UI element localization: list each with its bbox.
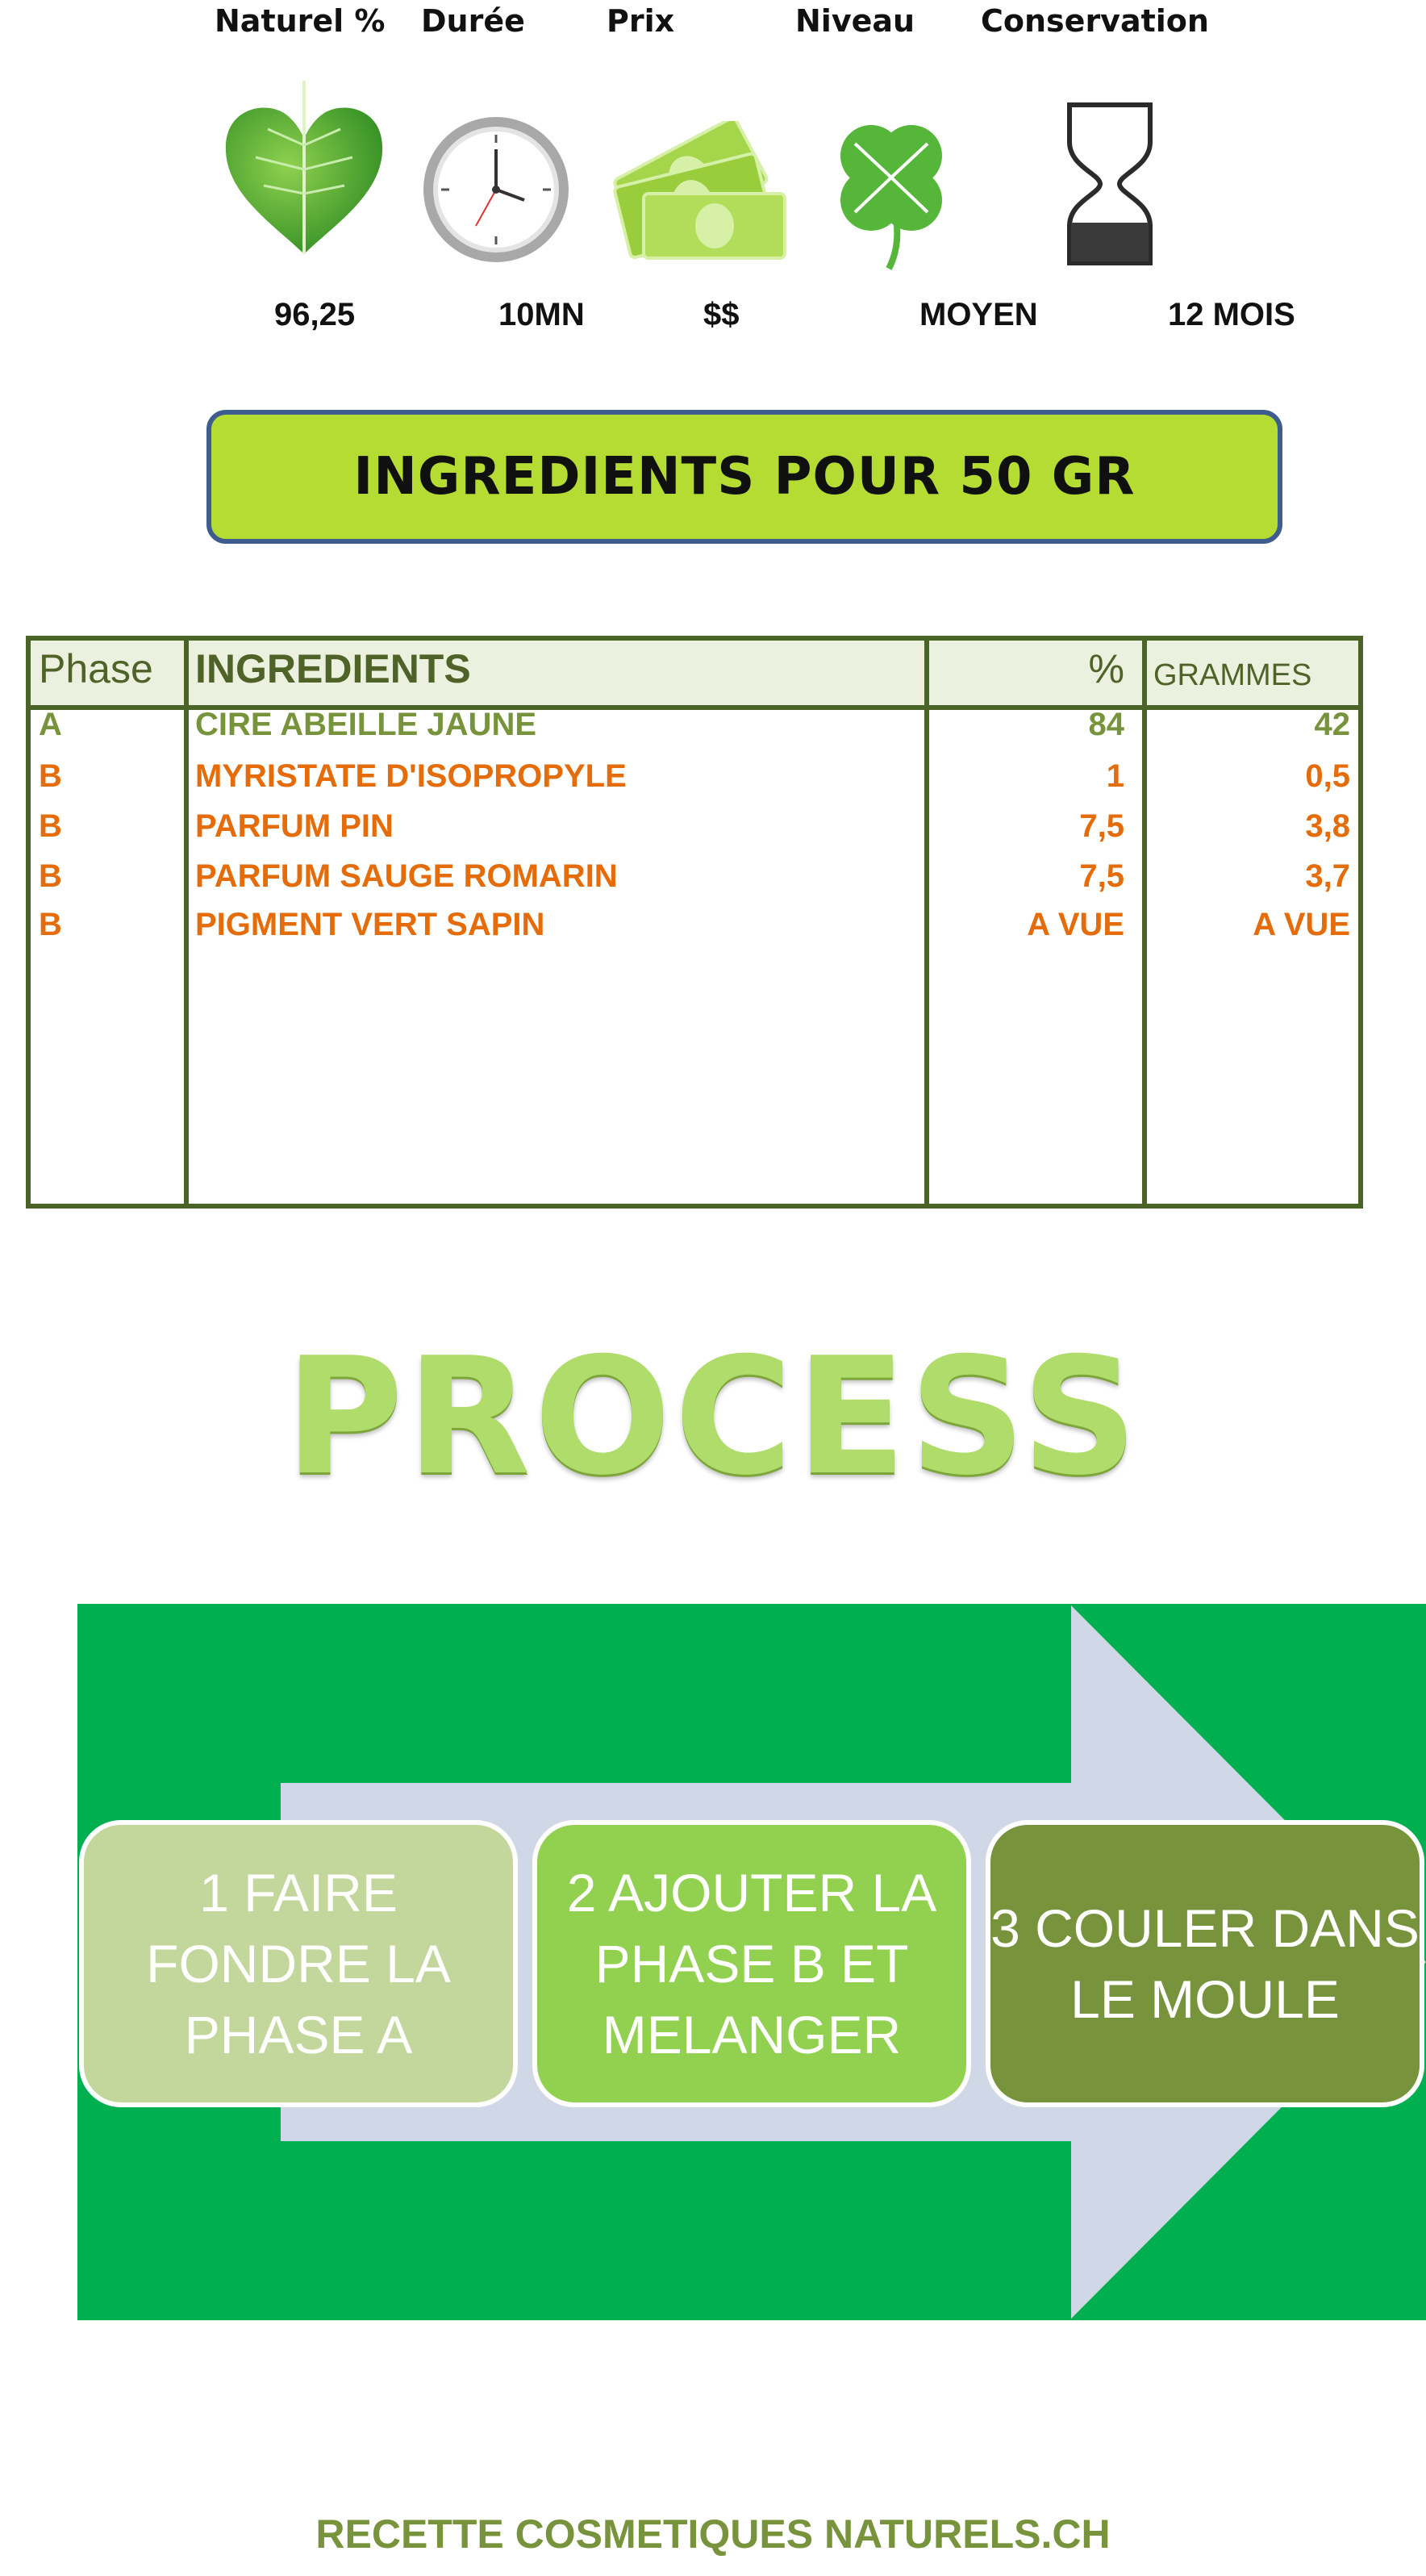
process-step-3-text: 3 COULER DANS LE MOULE — [990, 1898, 1420, 2029]
header-grams: GRAMMES — [1153, 658, 1312, 692]
cell-grams: 3,8 — [1305, 808, 1350, 844]
ingredients-banner — [206, 410, 1282, 544]
process-step-1-text: 1 FAIRE FONDRE LA PHASE A — [146, 1863, 451, 2065]
money-bills-icon — [595, 121, 789, 263]
cell-ingredient: PARFUM SAUGE ROMARIN — [195, 858, 618, 894]
cell-grams: A VUE — [1253, 907, 1350, 942]
stat-label-duree: Durée — [421, 3, 525, 39]
stat-value-naturel: 96,25 — [274, 297, 356, 332]
four-leaf-clover-icon — [815, 111, 968, 273]
stat-label-naturel: Naturel % — [215, 3, 386, 39]
cell-phase: B — [39, 907, 62, 942]
process-title: PROCESS — [285, 1323, 1141, 1511]
stat-value-conservation: 12 MOIS — [1168, 297, 1295, 332]
hourglass-icon — [1063, 102, 1157, 266]
footer-text: RECETTE COSMETIQUES NATURELS.CH — [315, 2511, 1111, 2557]
stat-value-niveau: MOYEN — [919, 297, 1038, 332]
cell-ingredient: MYRISTATE D'ISOPROPYLE — [195, 758, 627, 794]
cell-ingredient: PIGMENT VERT SAPIN — [195, 907, 545, 942]
column-divider — [184, 641, 189, 1204]
cell-phase: A — [39, 707, 62, 742]
cell-ingredient: CIRE ABEILLE JAUNE — [195, 707, 537, 742]
stat-label-conservation: Conservation — [981, 3, 1209, 39]
stat-value-prix: $$ — [703, 297, 740, 332]
stat-value-duree: 10MN — [498, 297, 585, 332]
cell-percent: 7,5 — [1079, 808, 1124, 844]
process-step-2-text: 2 AJOUTER LA PHASE B ET MELANGER — [566, 1863, 937, 2065]
cell-grams: 42 — [1314, 707, 1350, 742]
banner-title: INGREDIENTS POUR 50 GR — [353, 447, 1136, 507]
ingredients-table — [26, 636, 1363, 1209]
leaf-heart-icon — [219, 81, 389, 261]
cell-percent: 84 — [1088, 707, 1124, 742]
cell-percent: 1 — [1106, 758, 1124, 794]
header-percent: % — [1088, 646, 1124, 691]
process-step-3 — [986, 1820, 1424, 2107]
cell-phase: B — [39, 758, 62, 794]
cell-phase: B — [39, 858, 62, 894]
clock-icon — [419, 113, 573, 266]
header-phase: Phase — [39, 646, 153, 691]
stat-label-prix: Prix — [607, 3, 675, 39]
column-divider — [924, 641, 929, 1204]
cell-percent: A VUE — [1027, 907, 1124, 942]
cell-grams: 0,5 — [1305, 758, 1350, 794]
column-divider — [1142, 641, 1147, 1204]
process-step-1 — [79, 1820, 518, 2107]
cell-percent: 7,5 — [1079, 858, 1124, 894]
header-ingredients: INGREDIENTS — [195, 646, 471, 691]
cell-ingredient: PARFUM PIN — [195, 808, 394, 844]
cell-grams: 3,7 — [1305, 858, 1350, 894]
stat-label-niveau: Niveau — [795, 3, 915, 39]
process-step-2 — [532, 1820, 971, 2107]
cell-phase: B — [39, 808, 62, 844]
